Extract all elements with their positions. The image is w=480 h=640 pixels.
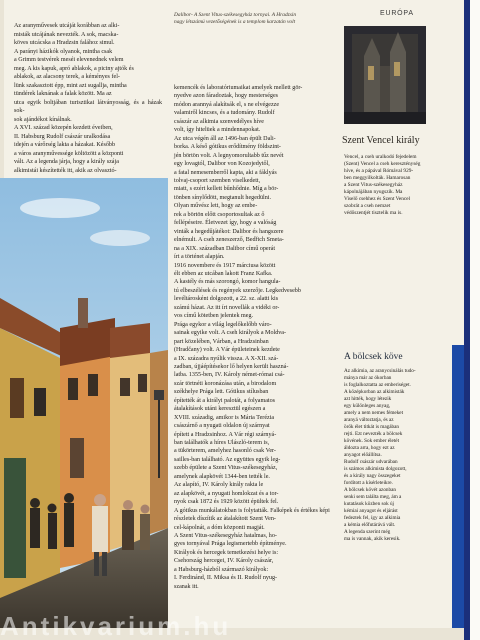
cathedral-thumbnail-photo: [344, 26, 426, 124]
sidebar-title: Szent Vencel király: [342, 135, 420, 146]
panel-title: A bölcsek köve: [344, 352, 450, 362]
section-header: EURÓPA: [380, 10, 414, 17]
navy-stripe: [464, 0, 470, 640]
golden-lane-street-photo: [0, 178, 168, 628]
panel-text: Az alkimia, az aranycsinálás tudo- mánya már az ókorban is foglalkoztatta az emberiséget. A középkorban az alkimisták azt hitték, hogy létezik egy különleges anyag, amely a nem nemes fémeket aranyá változtatja, és az örök élet titkát is magában rejti. Ezt nevezték a bölcsek kövének. Sok ember életét áldozta arra, hogy ezt az anyagot előállítsa. Rudolf császár udvarában is számos alkimista dolgozott, és a király nagy összegeket fordított a kísérleteikre. A bölcsek kövét azonban senki sem találta meg, ám a kutatások közben sok új kémiai anyagot és eljárást fedeztek fel, így az alkimia a kémia előfutárává vált. A legenda szerint még ma is vannak, akik keresik.: [344, 368, 416, 542]
watermark: Antikvarium.hu: [0, 612, 232, 640]
photo-caption: Dalibor- A Szent Vitus-székesegyház tornyai. A Hradzsin nagy létszámú vezetőségének is a templom karzatán volt: [174, 12, 297, 25]
page-edge-stripe: [464, 0, 480, 640]
body-text-left-column: Az aranyművesek utcáját korábban az alki- misták utcájának nevezték. A sok, macska- köves utcácska a Hradzsin falához simul. A parányi házikók olyanok, mintha csak a Grimm testvérek meséi elevenednek velem meg. A kis kapuk, apró ablakok, a piciny ajtók és ablakok, az alacsony terek, a kéményes fel- lünk szakasztott épp, mint azt sugallja, mintha tündérek laknának a falak között. Ma az utca egyik boltjában turisztikai látványosság, és a házak sok- sok ajándékot kínálnak. A XVI. század közepén kezdett éveiben, II. Habsburg Rudolf császár uralkodása idején a várőrség lakta a házakat. Később a város aranyművessége költözött a központi vált. Az a legenda járja, hogy a király szája alkimistái készítették itt, akik az olvasztó-: [14, 23, 162, 174]
blue-panel-edge: [452, 345, 464, 628]
body-text-middle-column: kemencék és laboratóriumaikat amelyek mellett gör- nyedve azon fáradoztak, hogy mesterséges módon arannyá alakítsák el, s ne elvégezze valamiről kincses, és a tudomány. Rudolf császár az alkimia szenvedélyes híve volt, így hitelüek a mindennapokat. Az utca végén áll az 1496-ban épült Dali- borka. A késő gótikus erődítmény földszint- jén börtön volt. A legnyomorultabb tűz nevét egy lovagtól, Dalibor von Kozojedytől, a fatal nemesemberről kapta, aki a fáklyás tolvaj-csoport szemben viselkedett, miatt, s ezért kellett bűnhődnie. Míg a bör- tönben sínylődött, megtanult hegedülni. Olyan művész lett, hogy az embe- rek a börtön előtt csoportosultak az ő fellépéseire. Életvezet így, hogy a valóság vinták a hegedűjátékot: Dalibor és hangszere elnémult. A cseh zeneszerző, Bedřich Smeta- na a XIX. században Dalibor című operát írt a történet alapján. 1916 novembere és 1917 márciusa között élt ebben az utcában lakott Franz Kafka. A kastély és más szorongó, komor hangula- tú elbeszélések és regények szerzője. Legkedvesebb levéltárosként dolgozott, a 22. sz. alatti kis számú házat. Az itt írt novellák a vidéki or- vos című kötetben jelentek meg. Prága egykor a világ legelőkelőbb váro- sainak egyike volt. A cseh királyok a Moldva- part közelében, Várban, a Hradzsinban (Hradčany) volt. A Vár épületeinek kezdete a IX. századra nyúlik vissza. A X-XII. szá- zadban, újjáépítésekor lő helyen került haszná- latba. 1355-ben, IV. Károly német-római csá- szár törtnéti koronázása után, a birodalom székhelye Prága lett. Gótikus stílusban építették át a királyi palotát, a folyamatos átalakítások utáni keresztül egészen a XVIII. századig, amikor is Mária Terézia császárnő a nyugati oldalon új szárnyat épített a Hradzsinhoz. A Vár régi szárnyá- ban találhatók a híres Ulászló-terem is, a tükörterem, amelyhez hasonló csak Ver- sailles-ban található. Az együttes egyik leg- szebb épülete a Szent Vitus-székesegyház, amelynek alapkövét 1344-ben tették le. Az alapító, IV. Károly király rakta le az alapkövét, a nyugati homlokzat és a tor- nyok csak 1872 és 1929 között épültek fel. A gótikus munkálatokban is folytatták. Falképek és értékes képi részletek díszítik az átalakított Szent Ven- cel-kápolnát, a dóm központi magját. A Szent Vitus-székesegyház hatalmas, ho- gyes tornyával Prága legismertebb építménye. Királyok és hercegek temetkezési helye is: Csehország hercegei, IV. Károly császár, a Habsburg-házból származó királyok: I. Ferdinánd, II. Miksa és II. Rudolf nyug- szanak itt.: [174, 85, 330, 590]
sidebar-text: Vencel, a cseh uralkodó fejedelem (Szent) Vencel a cseh kereszténység híve, és a pápával Rómával 929- ben meggyilkolták. Hamarosan a Szent Vitus-székesegyház kápolnájában nyugszik. Ma Viselő csehhez és Szent Vencel szobrát a cseh nemzet védőszentjét tisztelik ma is.: [344, 154, 421, 216]
